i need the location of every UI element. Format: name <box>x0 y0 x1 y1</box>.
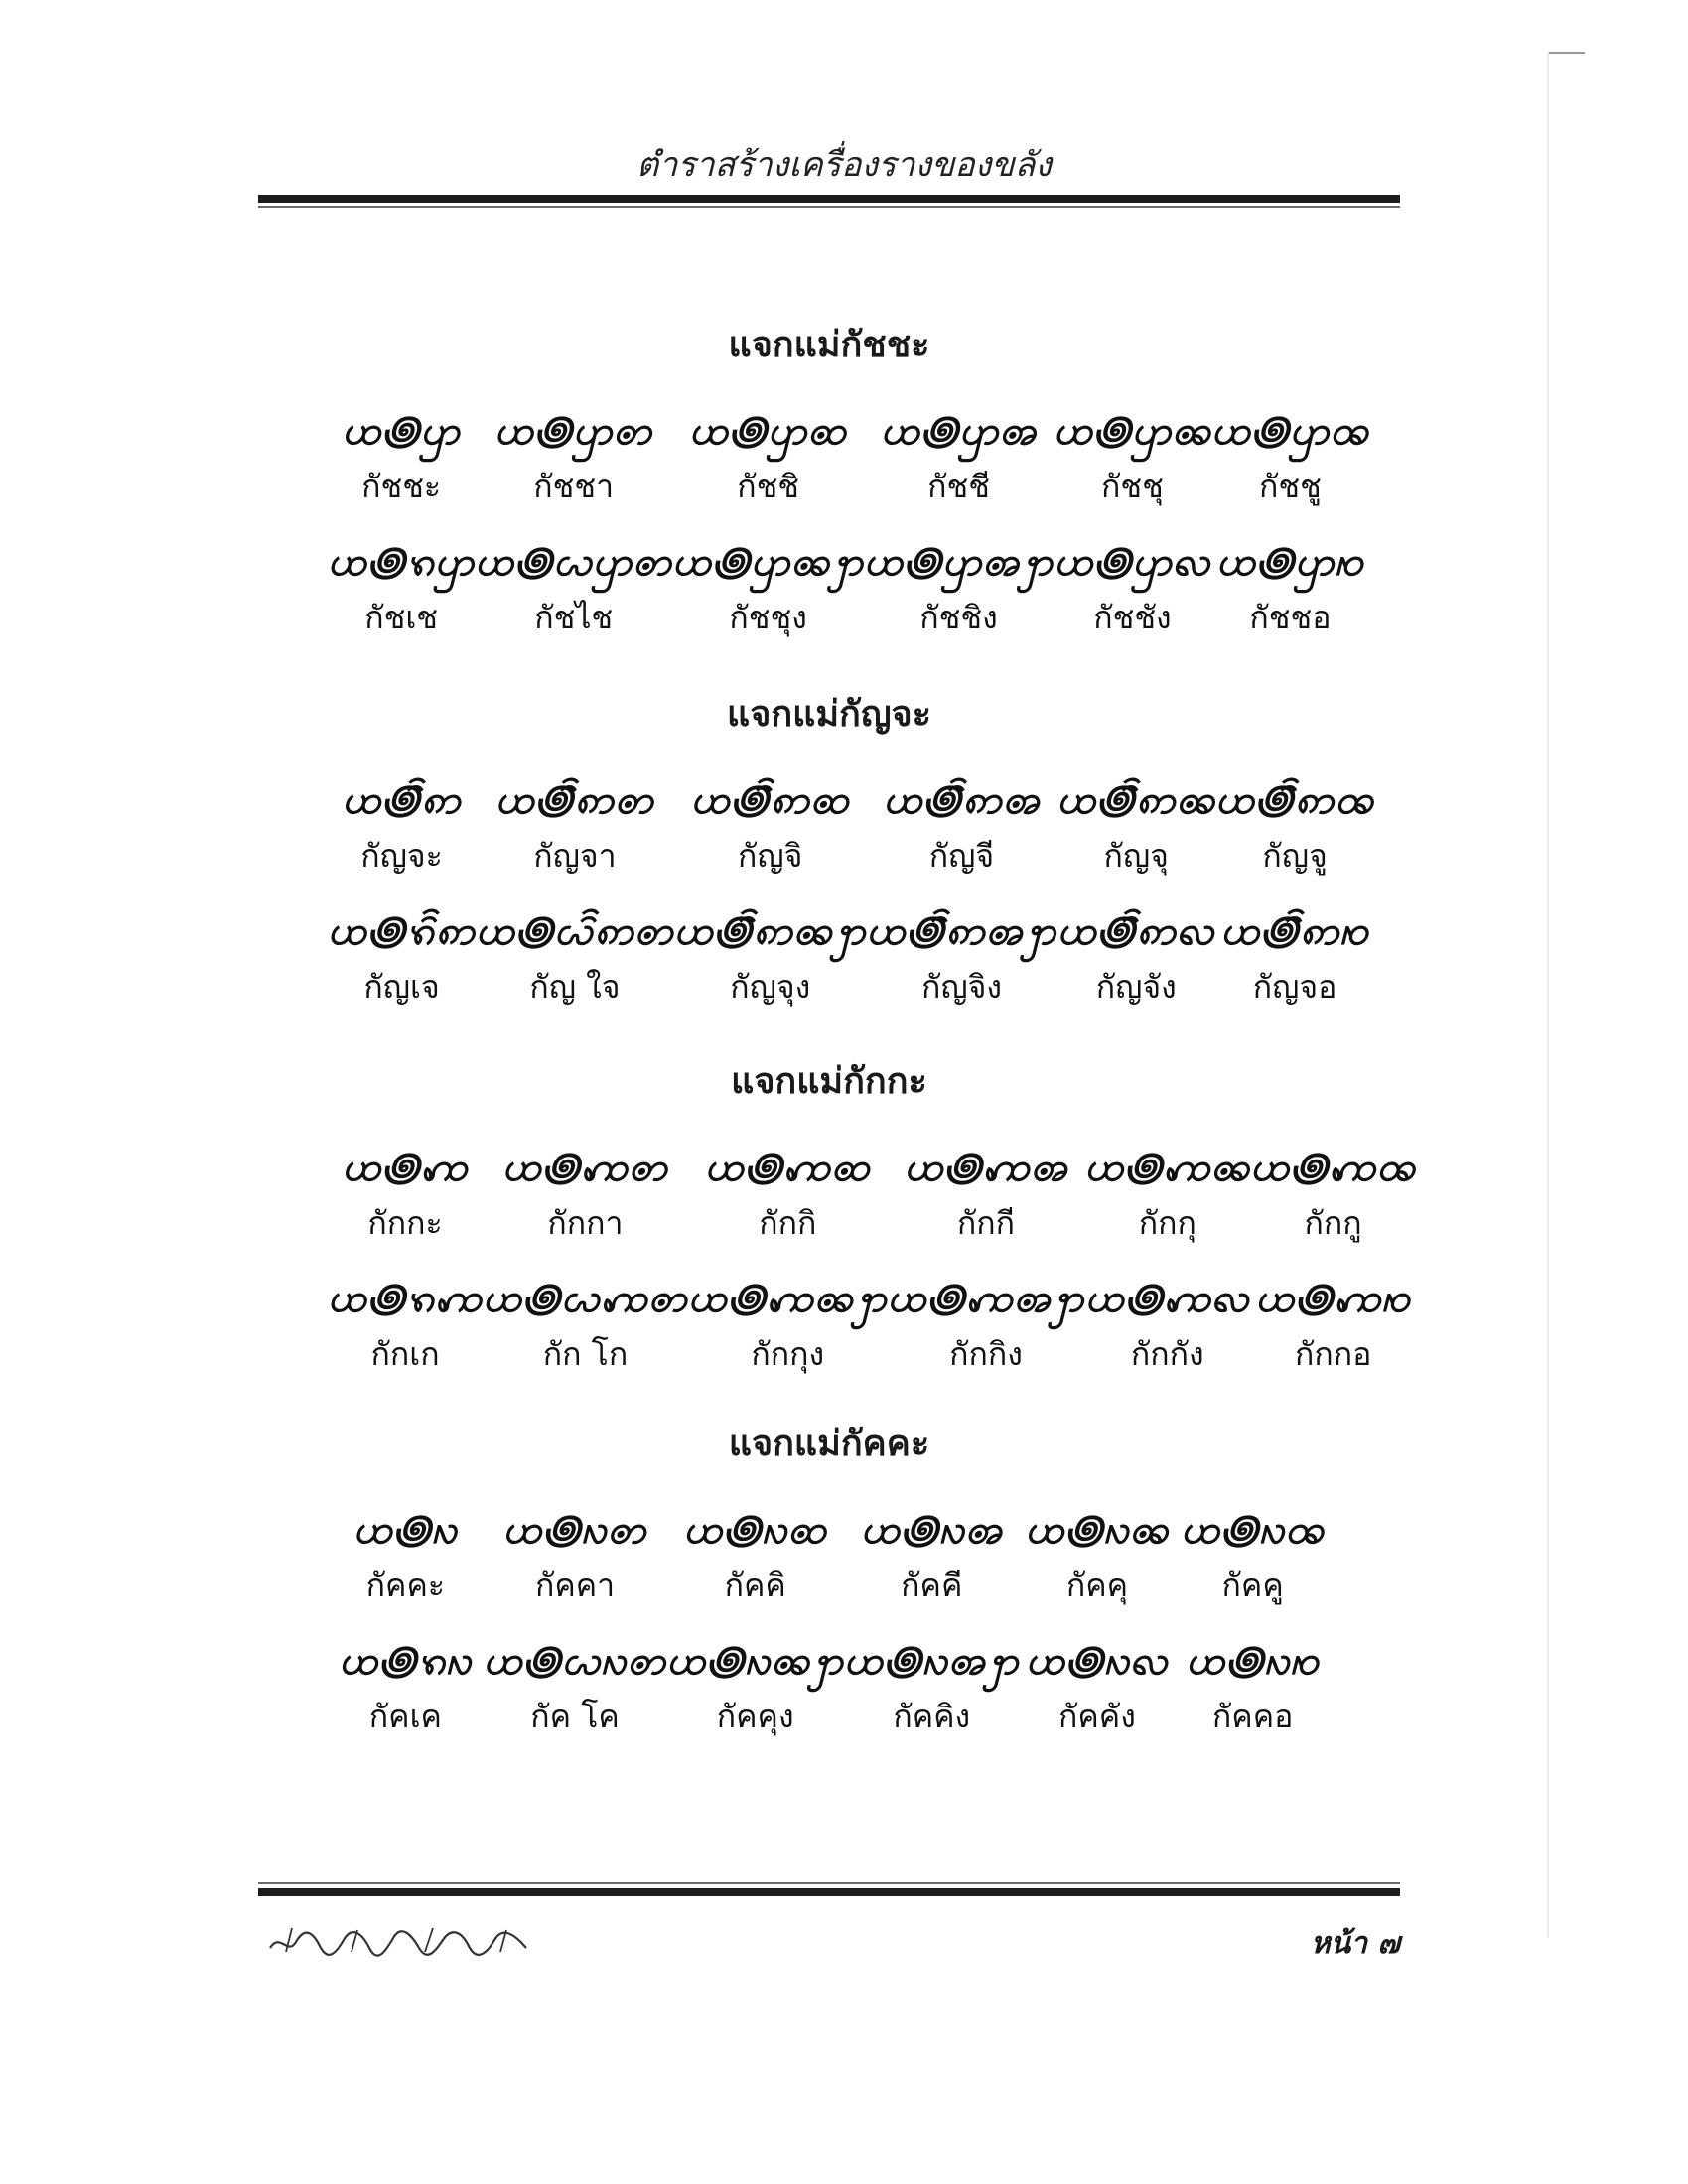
script-glyph: ꩤ꩜ꩥꩨ <box>881 407 1037 454</box>
syllable-reading: กัญเจ <box>363 968 440 1006</box>
script-glyph: ꩤ꩜ꩥꩦ <box>494 407 653 454</box>
script-glyph: ꩤ꩜ꩳꩮ <box>1026 1637 1169 1684</box>
script-glyph: ꩤ꩜ꩲꩪ <box>1250 1144 1417 1190</box>
script-glyph: ꩤ꩜ꩥꩯ <box>1216 538 1364 585</box>
script-glyph: ꩤ꩜ꩥꩧ <box>689 407 848 454</box>
syllable-cell <box>1054 399 1211 520</box>
syllable-reading: กัคคี <box>901 1567 963 1604</box>
syllable-reading: กักกัง <box>1130 1335 1204 1373</box>
syllable-reading: กักกิ <box>759 1204 817 1242</box>
script-glyph: ꩤ꩜ꩳꩪ <box>1181 1506 1325 1553</box>
script-glyph: ꩤ꩜ꩳꩧ <box>683 1506 828 1553</box>
script-glyph: ꩤ꩜ꩲꩨ <box>904 1144 1068 1190</box>
syllable-reading: กัคคา <box>534 1567 616 1604</box>
script-glyph: ꩤ꩜ꩥꩮ <box>1054 538 1211 585</box>
syllable-cell <box>672 530 864 651</box>
script-glyph: ꩤ꩜ꩳꩨꩭ <box>843 1637 1020 1684</box>
script-glyph: ꩤ꩜ꩬꩰꩱꩦ <box>476 907 674 954</box>
syllable-cell <box>328 1629 484 1750</box>
syllable-cell <box>476 768 674 889</box>
syllable-reading: กัชชอ <box>1249 599 1332 636</box>
syllable-reading: กัญจา <box>533 837 617 875</box>
syllable-reading: กัญจิง <box>920 968 1002 1006</box>
syllable-cell <box>864 399 1054 520</box>
syllable-cell <box>328 1498 484 1619</box>
script-glyph: ꩤ꩜ꩰꩱꩯ <box>1220 907 1369 954</box>
section-kakkha <box>328 1415 1331 1750</box>
script-glyph: ꩤ꩜ꩥꩩ <box>1053 407 1211 454</box>
footer-rule <box>258 1888 1400 1896</box>
syllable-reading: กัญจอ <box>1252 968 1337 1006</box>
syllable-cell <box>867 768 1057 889</box>
script-glyph: ꩤ꩜ꩰꩱꩮ <box>1056 907 1215 954</box>
syllable-cell <box>328 768 476 889</box>
script-glyph: ꩤ꩜ꩲꩯ <box>1255 1275 1411 1321</box>
scan-edge-mark <box>1547 52 1585 54</box>
header-rule <box>258 195 1400 203</box>
section-kanja <box>328 685 1374 1021</box>
script-glyph: ꩤ꩜ꩰꩱꩦ <box>494 776 654 823</box>
syllable-cell <box>1056 899 1215 1021</box>
syllable-cell <box>328 1136 483 1257</box>
syllable-cell <box>1211 399 1369 520</box>
syllable-cell <box>864 530 1054 651</box>
syllable-reading: กัคเค <box>368 1698 442 1735</box>
syllable-grid <box>328 1498 1331 1750</box>
syllable-cell <box>1250 1136 1416 1257</box>
section-title: แจกแม่กัญจะ <box>727 694 931 735</box>
script-glyph: ꩤ꩜ꩫꩲ <box>328 1275 484 1321</box>
script-glyph: ꩤ꩜ꩥꩨꩭ <box>864 538 1054 585</box>
syllable-cell <box>1020 1498 1176 1619</box>
syllable-reading: กัคคิ <box>724 1567 786 1604</box>
script-glyph: ꩤ꩜ꩳꩩ <box>1025 1506 1170 1553</box>
syllable-reading: กักกี <box>956 1204 1016 1242</box>
syllable-cell <box>888 1267 1085 1388</box>
syllable-reading: กัคคอ <box>1211 1698 1294 1735</box>
syllable-reading: กัชไช <box>534 599 614 636</box>
syllable-cell <box>1175 1629 1331 1750</box>
syllable-reading: กัชชะ <box>361 468 442 505</box>
syllable-cell <box>483 1136 688 1257</box>
syllable-reading: กัคคะ <box>365 1567 446 1604</box>
syllable-reading: กัชชี <box>927 468 990 505</box>
syllable-reading: กัชชุ <box>1101 468 1164 505</box>
script-glyph: ꩤ꩜ꩲ <box>342 1144 469 1190</box>
syllable-reading: กัญจิ <box>738 837 803 875</box>
syllable-cell <box>484 1629 667 1750</box>
script-glyph: ꩤ꩜ꩰꩱꩧ <box>690 776 850 823</box>
syllable-cell <box>328 1267 483 1388</box>
syllable-reading: กัชชิ <box>737 468 800 505</box>
syllable-reading: กัก โก <box>542 1335 629 1373</box>
syllable-reading: กัคคัง <box>1058 1698 1136 1735</box>
author-signature <box>266 1922 564 1962</box>
script-glyph: ꩤ꩜ꩲꩦ <box>501 1144 669 1190</box>
script-glyph: ꩤ꩜ꩥꩪ <box>1210 407 1369 454</box>
syllable-cell <box>1084 1267 1250 1388</box>
section-title: แจกแม่กักกะ <box>731 1061 927 1102</box>
script-glyph: ꩤ꩜ꩰꩱ <box>342 776 462 823</box>
syllable-reading: กัญ ใจ <box>529 968 621 1006</box>
syllable-reading: กัญจะ <box>360 837 443 875</box>
page-number: หน้า ๗ <box>1310 1926 1400 1961</box>
syllable-cell <box>476 899 674 1021</box>
syllable-grid <box>328 399 1369 651</box>
script-glyph: ꩤ꩜ꩲꩧ <box>704 1144 871 1190</box>
script-glyph: ꩤ꩜ꩲꩮ <box>1084 1275 1250 1321</box>
header-rule-thin <box>258 206 1400 208</box>
script-glyph: ꩤ꩜ꩬꩲꩦ <box>483 1275 688 1321</box>
syllable-cell <box>688 1136 888 1257</box>
running-header-title: ตำราสร้างเครื่องรางของขลัง <box>636 145 1052 185</box>
script-glyph: ꩤ꩜ꩥ <box>342 407 461 454</box>
syllable-reading: กักกิง <box>949 1335 1023 1373</box>
syllable-reading: กักกุ <box>1138 1204 1196 1242</box>
script-glyph: ꩤ꩜ꩰꩱꩩ <box>1056 776 1216 823</box>
script-glyph: ꩤ꩜ꩥꩩꩭ <box>672 538 865 585</box>
script-glyph: ꩤ꩜ꩫꩳ <box>339 1637 473 1684</box>
syllable-cell <box>483 1267 688 1388</box>
syllable-cell <box>484 1498 667 1619</box>
syllable-reading: กัคคิง <box>893 1698 971 1735</box>
syllable-cell <box>666 1629 844 1750</box>
syllable-cell <box>867 899 1057 1021</box>
script-glyph: ꩤ꩜ꩫꩥ <box>328 538 476 585</box>
syllable-cell <box>1211 530 1369 651</box>
script-glyph: ꩤ꩜ꩰꩱꩨꩭ <box>866 907 1057 954</box>
script-glyph: ꩤ꩜ꩰꩱꩪ <box>1215 776 1374 823</box>
syllable-cell <box>475 530 672 651</box>
syllable-reading: กัชชา <box>533 468 615 505</box>
script-glyph: ꩤ꩜ꩳꩯ <box>1186 1637 1320 1684</box>
section-kakka <box>328 1052 1417 1388</box>
syllable-reading: กัชเช <box>364 599 438 636</box>
syllable-cell <box>1215 899 1374 1021</box>
section-title: แจกแม่กัคคะ <box>728 1424 930 1464</box>
syllable-cell <box>1054 530 1211 651</box>
syllable-cell <box>1084 1136 1250 1257</box>
script-glyph: ꩤ꩜ꩳꩦ <box>502 1506 647 1553</box>
scan-edge-line <box>1547 52 1549 1938</box>
syllable-cell <box>1175 1498 1331 1619</box>
script-glyph: ꩤ꩜ꩳꩩꩭ <box>666 1637 844 1684</box>
syllable-cell <box>1215 768 1374 889</box>
script-glyph: ꩤ꩜ꩳ <box>352 1506 458 1553</box>
syllable-reading: กัญจี <box>928 837 995 875</box>
syllable-cell <box>1056 768 1215 889</box>
syllable-cell <box>674 768 867 889</box>
syllable-cell <box>328 399 475 520</box>
script-glyph: ꩤ꩜ꩰꩱꩨ <box>883 776 1041 823</box>
syllable-cell <box>475 399 672 520</box>
syllable-cell <box>666 1498 844 1619</box>
syllable-reading: กัคคุง <box>716 1698 794 1735</box>
syllable-cell <box>672 399 864 520</box>
syllable-cell <box>844 1629 1020 1750</box>
footer-rule-thin <box>258 1882 1400 1884</box>
syllable-reading: กักกุง <box>751 1335 825 1373</box>
syllable-reading: กักกู <box>1304 1204 1362 1242</box>
syllable-cell <box>1020 1629 1176 1750</box>
syllable-cell <box>688 1267 888 1388</box>
script-glyph: ꩤ꩜ꩳꩨ <box>860 1506 1003 1553</box>
script-glyph: ꩤ꩜ꩲꩨꩭ <box>887 1275 1085 1321</box>
syllable-reading: กักกะ <box>367 1204 443 1242</box>
syllable-reading: กัชชู <box>1259 468 1322 505</box>
script-glyph: ꩤ꩜ꩰꩱꩩꩭ <box>673 907 867 954</box>
syllable-reading: กักกอ <box>1294 1335 1372 1373</box>
syllable-reading: กัญจุง <box>730 968 811 1006</box>
syllable-cell <box>674 899 867 1021</box>
syllable-cell <box>328 530 475 651</box>
section-title: แจกแม่กัชชะ <box>728 325 930 365</box>
syllable-reading: กัญจู <box>1262 837 1328 875</box>
syllable-reading: กัญจัง <box>1095 968 1177 1006</box>
script-glyph: ꩤ꩜ꩫꩰꩱ <box>328 907 477 954</box>
syllable-cell <box>328 899 476 1021</box>
syllable-reading: กักเก <box>370 1335 440 1373</box>
script-glyph: ꩤ꩜ꩲꩩꩭ <box>687 1275 888 1321</box>
script-glyph: ꩤ꩜ꩬꩳꩦ <box>483 1637 667 1684</box>
script-glyph: ꩤ꩜ꩲꩩ <box>1084 1144 1251 1190</box>
syllable-reading: กัญจุ <box>1103 837 1169 875</box>
syllable-cell <box>844 1498 1020 1619</box>
syllable-cell <box>888 1136 1085 1257</box>
syllable-cell <box>1250 1267 1416 1388</box>
syllable-reading: กัคคู <box>1221 1567 1284 1604</box>
syllable-grid <box>328 1136 1417 1388</box>
script-glyph: ꩤ꩜ꩬꩥꩦ <box>475 538 673 585</box>
syllable-reading: กัชชัง <box>1093 599 1172 636</box>
syllable-grid <box>328 768 1374 1021</box>
syllable-reading: กัคคุ <box>1065 1567 1128 1604</box>
syllable-reading: กักกา <box>547 1204 624 1242</box>
syllable-reading: กัชชิง <box>919 599 998 636</box>
syllable-reading: กัชชุง <box>729 599 807 636</box>
syllable-reading: กัค โค <box>530 1698 620 1735</box>
section-katcha <box>328 316 1369 651</box>
